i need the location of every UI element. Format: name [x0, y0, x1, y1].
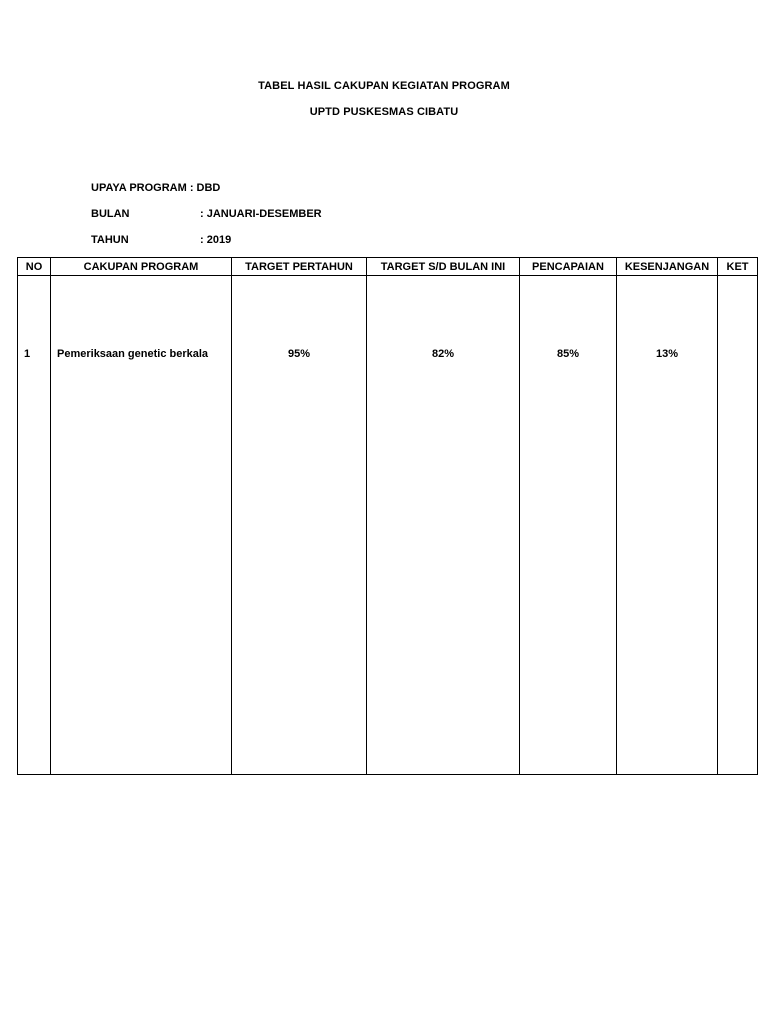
column-header-target-sd-bulan-ini: TARGET S/D BULAN INI — [367, 258, 520, 276]
column-header-kesenjangan: KESENJANGAN — [617, 258, 718, 276]
cell-kesenjangan-text: 13% — [655, 348, 679, 360]
column-header-ket: KET — [718, 258, 758, 276]
cell-pencapaian-text: 85% — [556, 348, 580, 360]
column-header-target-pertahun: TARGET PERTAHUN — [232, 258, 367, 276]
upaya-program-value: : DBD — [189, 182, 221, 194]
cell-target-sd-bulan-ini — [367, 276, 520, 775]
table-header-row — [18, 258, 758, 276]
cell-no-text: 1 — [24, 348, 31, 360]
cell-no — [18, 276, 51, 775]
coverage-table — [17, 257, 758, 775]
cell-ket-text — [718, 276, 757, 348]
cell-target-pertahun — [232, 276, 367, 775]
bulan-label: BULAN — [91, 208, 130, 220]
column-header-cakupan-program: CAKUPAN PROGRAM — [51, 258, 232, 276]
table-row — [18, 276, 758, 775]
document-title: TABEL HASIL CAKUPAN KEGIATAN PROGRAM — [258, 80, 510, 92]
cell-ket — [718, 276, 758, 775]
bulan-value: : JANUARI-DESEMBER — [200, 208, 322, 220]
cell-program-text: Pemeriksaan genetic berkala — [57, 348, 209, 360]
column-header-no: NO — [18, 258, 51, 276]
tahun-value: : 2019 — [200, 234, 232, 246]
cell-pencapaian — [520, 276, 617, 775]
cell-target-pertahun-text: 95% — [287, 348, 311, 360]
cell-kesenjangan — [617, 276, 718, 775]
upaya-program-label: UPAYA PROGRAM — [91, 182, 187, 194]
upaya-program-row — [91, 182, 220, 194]
column-header-pencapaian: PENCAPAIAN — [520, 258, 617, 276]
document-subtitle: UPTD PUSKESMAS CIBATU — [309, 106, 459, 118]
cell-program — [51, 276, 232, 775]
tahun-label: TAHUN — [91, 234, 129, 246]
cell-target-sd-bulan-ini-text: 82% — [431, 348, 455, 360]
